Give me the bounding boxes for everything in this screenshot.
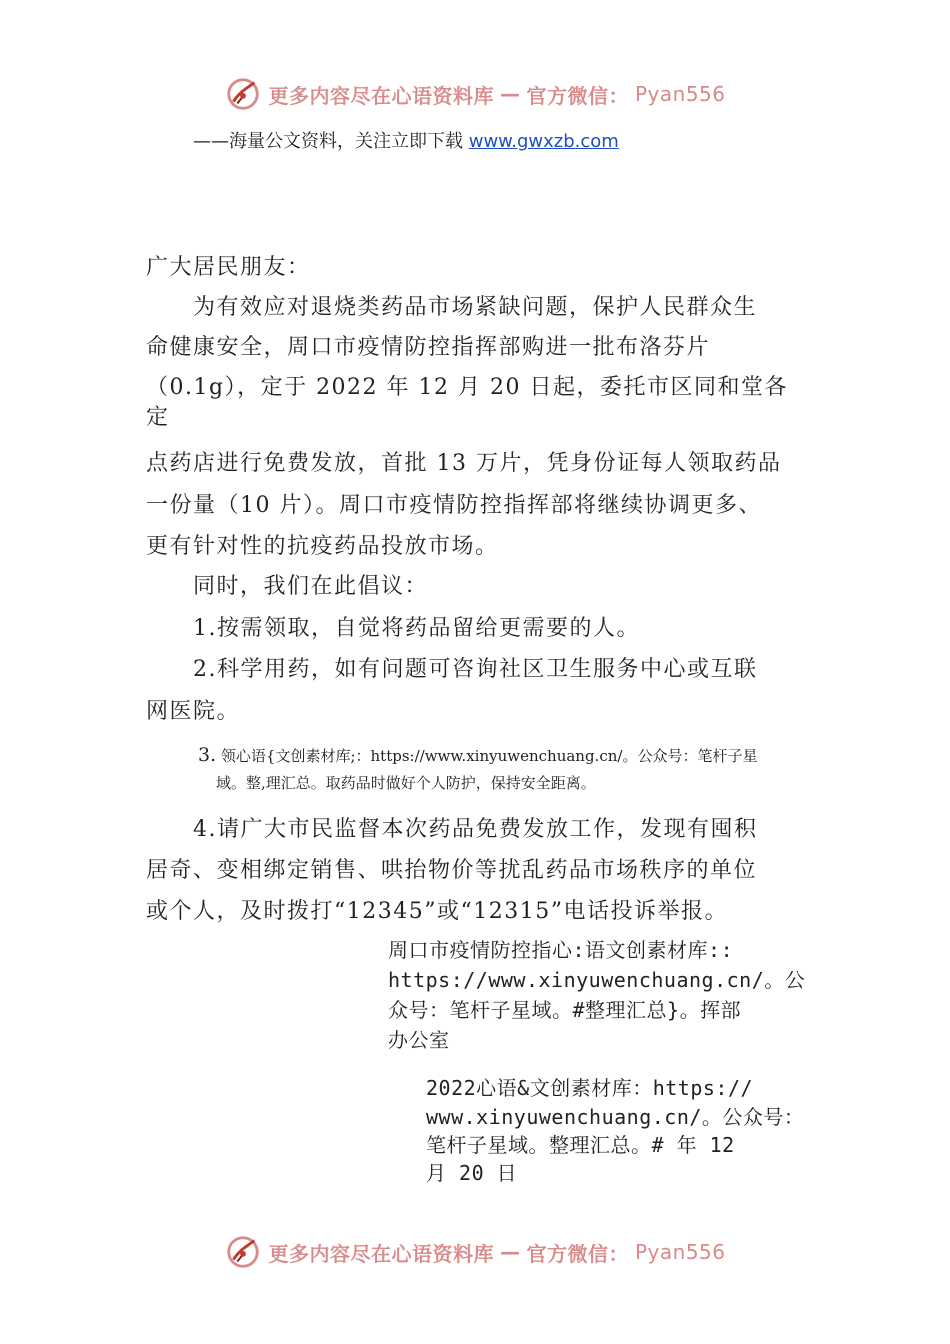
banner-label: 官方微信：	[526, 83, 629, 108]
paragraph-2-line-2: 一份量（10 片）。周口市疫情防控指挥部将继续协调更多、	[146, 493, 762, 518]
website-link[interactable]: www.gwxzb.com	[468, 131, 619, 152]
list-item-4-line-1: 4.请广大市民监督本次药品免费发放工作，发现有囤积	[146, 817, 758, 842]
banner-wechat-id: Pyan556	[634, 82, 726, 106]
list-item-3-number: 3.	[198, 744, 217, 766]
banner-dash: —	[499, 1240, 521, 1264]
signature-org-line-1: 周口市疫情防控指心:语文创素材库::	[388, 938, 734, 962]
greeting: 广大居民朋友：	[146, 255, 311, 280]
signature-org-line-2: https://www.xinyuwenchuang.cn/。公	[388, 968, 806, 992]
signature-date-line-1: 2022心语&文创素材库：https://	[426, 1076, 754, 1100]
banner-dash: —	[499, 82, 521, 106]
paragraph-1-line-2: 命健康安全，周口市疫情防控指挥部购进一批布洛芬片	[146, 335, 711, 360]
banner-text-prefix: 更多内容尽在心语资料库	[268, 1241, 494, 1266]
paragraph-2-line-3: 更有针对性的抗疫药品投放市场。	[146, 534, 499, 559]
brand-logo-icon	[224, 1233, 262, 1271]
list-item-1: 1.按需领取，自觉将药品留给更需要的人。	[146, 616, 640, 641]
brand-logo-icon	[224, 75, 262, 113]
signature-org-line-3: 众号：笔杆子星域。#整理汇总}。挥部	[388, 998, 742, 1022]
list-item-2-line-2: 网医院。	[146, 699, 241, 724]
list-item-3-line-1	[198, 741, 818, 770]
paragraph-1-line-4: 定	[146, 405, 170, 430]
signature-date-line-3: 笔杆子星域。整理汇总。# 年 12	[426, 1133, 735, 1157]
subline	[193, 127, 619, 153]
paragraph-3: 同时，我们在此倡议：	[146, 574, 429, 599]
list-item-3-text: 领心语{文创素材库;：https://www.xinyuwenchuang.cn/。公众号：笔杆子星	[220, 747, 758, 765]
signature-date-line-2: www.xinyuwenchuang.cn/。公众号：	[426, 1105, 805, 1129]
list-item-2-line-1: 2.科学用药，如有问题可咨询社区卫生服务中心或互联	[146, 657, 758, 682]
paragraph-1-line-3: （0.1g），定于 2022 年 12 月 20 日起，委托市区同和堂各	[146, 375, 789, 400]
list-item-4-line-2: 居奇、变相绑定销售、哄抬物价等扰乱药品市场秩序的单位	[146, 858, 758, 883]
footer-banner	[0, 1230, 950, 1274]
signature-date-line-4: 月 20 日	[426, 1161, 518, 1185]
banner-wechat-id: Pyan556	[634, 1240, 726, 1264]
subline-text: ——海量公文资料，关注立即下载	[193, 131, 469, 152]
header-banner	[0, 72, 950, 116]
banner-label: 官方微信：	[526, 1241, 629, 1266]
paragraph-1-line-1: 为有效应对退烧类药品市场紧缺问题，保护人民群众生	[146, 295, 758, 320]
list-item-4-line-3: 或个人，及时拨打“12345”或“12315”电话投诉举报。	[146, 899, 728, 924]
signature-org-line-4: 办公室	[388, 1028, 450, 1052]
list-item-3-line-2: 域。整,理汇总。取药品时做好个人防护，保持安全距离。	[216, 774, 596, 792]
banner-text-prefix: 更多内容尽在心语资料库	[268, 83, 494, 108]
paragraph-2-line-1: 点药店进行免费发放，首批 13 万片，凭身份证每人领取药品	[146, 451, 782, 476]
